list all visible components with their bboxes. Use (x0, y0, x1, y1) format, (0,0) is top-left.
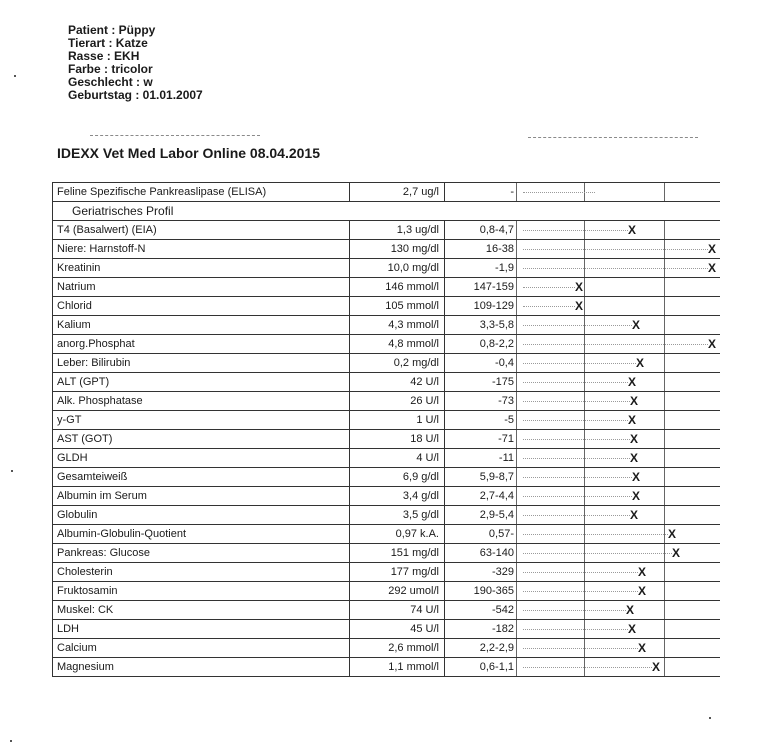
row-border (52, 506, 53, 524)
table-row (52, 506, 720, 525)
scan-trace (523, 306, 575, 307)
test-name: Albumin im Serum (57, 490, 147, 502)
row-border (52, 335, 53, 353)
column-divider (664, 506, 665, 524)
sex-line: Geschlecht : w (68, 75, 153, 89)
test-name: AST (GOT) (57, 433, 113, 445)
scan-divider (90, 135, 260, 136)
column-divider (444, 582, 445, 600)
result-marker: X (574, 280, 583, 294)
breed-line: Rasse : EKH (68, 49, 140, 63)
column-divider (516, 563, 517, 581)
reference-range: -175 (491, 376, 514, 388)
result-marker: X (637, 641, 646, 655)
table-row (52, 468, 720, 487)
column-divider (664, 316, 665, 334)
test-name: Alk. Phosphatase (57, 395, 143, 407)
column-divider (444, 278, 445, 296)
table-row (52, 373, 720, 392)
test-name: Muskel: CK (57, 604, 114, 616)
column-divider (516, 506, 517, 524)
result-marker: X (629, 451, 638, 465)
test-name: Magnesium (57, 661, 114, 673)
table-row (52, 297, 720, 316)
reference-range: 147-159 (473, 281, 514, 293)
row-border (52, 316, 53, 334)
row-border (52, 601, 53, 619)
row-border (52, 221, 53, 239)
scan-trace (523, 249, 708, 250)
column-divider (664, 658, 665, 676)
column-divider (516, 392, 517, 410)
test-value: 6,9 g/dl (402, 471, 439, 483)
column-divider (516, 183, 517, 201)
table-row (52, 601, 720, 620)
row-border (52, 582, 53, 600)
test-name: Leber: Bilirubin (57, 357, 131, 369)
table-row (52, 202, 720, 221)
table-row (52, 544, 720, 563)
result-marker: X (635, 356, 644, 370)
row-border (52, 297, 53, 315)
column-divider (516, 221, 517, 239)
row-border (52, 202, 53, 220)
result-marker: X (625, 603, 634, 617)
scan-speck (11, 470, 13, 472)
scan-trace (523, 648, 638, 649)
column-divider (444, 563, 445, 581)
column-divider (516, 487, 517, 505)
scan-speck (14, 75, 16, 77)
column-divider (516, 373, 517, 391)
column-divider (664, 487, 665, 505)
scan-trace (523, 344, 708, 345)
table-row (52, 278, 720, 297)
table-row (52, 240, 720, 259)
test-value: 151 mg/dl (390, 547, 439, 559)
table-row (52, 449, 720, 468)
test-value: 1,1 mmol/l (388, 661, 439, 673)
test-value: 42 U/l (410, 376, 439, 388)
test-value: 1,3 ug/dl (396, 224, 439, 236)
column-divider (444, 449, 445, 467)
test-value: 45 U/l (410, 623, 439, 635)
column-divider (516, 411, 517, 429)
column-divider (516, 468, 517, 486)
birthday-line: Geburtstag : 01.01.2007 (68, 88, 203, 102)
test-value: 26 U/l (410, 395, 439, 407)
table-row (52, 487, 720, 506)
test-value: 18 U/l (410, 433, 439, 445)
patient-line: Patient : Püppy (68, 23, 156, 37)
table-row (52, 430, 720, 449)
column-divider (664, 582, 665, 600)
test-name: Globulin (57, 509, 98, 521)
table-row (52, 316, 720, 335)
test-name: LDH (57, 623, 80, 635)
column-divider (516, 449, 517, 467)
column-divider (664, 620, 665, 638)
row-border (52, 183, 53, 201)
test-name: T4 (Basalwert) (EIA) (57, 224, 157, 236)
table-row (52, 335, 720, 354)
scan-trace (523, 325, 632, 326)
column-divider (444, 392, 445, 410)
scan-trace (523, 401, 630, 402)
column-divider (584, 278, 585, 296)
reference-range: 109-129 (473, 300, 514, 312)
result-marker: X (631, 470, 640, 484)
column-divider (516, 240, 517, 258)
row-border (52, 278, 53, 296)
result-marker: X (651, 660, 660, 674)
result-marker: X (631, 489, 640, 503)
species-line: Tierart : Katze (68, 36, 148, 50)
column-divider (664, 449, 665, 467)
column-divider (516, 620, 517, 638)
test-value: 0,2 mg/dl (393, 357, 439, 369)
row-border (52, 449, 53, 467)
scan-speck (10, 740, 12, 742)
column-divider (444, 468, 445, 486)
column-divider (444, 297, 445, 315)
reference-range: -1,9 (495, 262, 514, 274)
test-value: 4,3 mmol/l (388, 319, 439, 331)
reference-range: -542 (491, 604, 514, 616)
column-divider (516, 316, 517, 334)
column-divider (664, 639, 665, 657)
test-value: 4,8 mmol/l (388, 338, 439, 350)
column-divider (664, 297, 665, 315)
color-line: Farbe : tricolor (68, 62, 153, 76)
reference-range: 2,9-5,4 (479, 509, 514, 521)
scan-trace (523, 458, 630, 459)
column-divider (516, 335, 517, 353)
column-divider (516, 259, 517, 277)
result-marker: X (631, 318, 640, 332)
column-divider (584, 297, 585, 315)
lab-results-table (52, 182, 720, 677)
column-divider (444, 544, 445, 562)
result-marker: X (629, 394, 638, 408)
scan-trace (523, 534, 668, 535)
column-divider (444, 639, 445, 657)
scan-trace (523, 572, 638, 573)
column-divider (664, 278, 665, 296)
column-divider (516, 544, 517, 562)
reference-range: -5 (504, 414, 514, 426)
reference-range: 3,3-5,8 (479, 319, 514, 331)
scan-trace (523, 496, 632, 497)
reference-range: -329 (491, 566, 514, 578)
result-marker: X (637, 565, 646, 579)
scan-trace (523, 230, 628, 231)
row-border (52, 392, 53, 410)
column-divider (664, 354, 665, 372)
column-divider (664, 563, 665, 581)
scan-divider (528, 137, 698, 138)
table-row (52, 525, 720, 544)
column-divider (444, 658, 445, 676)
scan-trace (523, 610, 626, 611)
column-divider (444, 411, 445, 429)
scan-trace (523, 477, 632, 478)
column-divider (664, 430, 665, 448)
scan-trace (523, 515, 630, 516)
column-divider (664, 183, 665, 201)
test-value: 2,6 mmol/l (388, 642, 439, 654)
column-divider (664, 392, 665, 410)
column-divider (444, 183, 445, 201)
test-name: Chlorid (57, 300, 92, 312)
scan-trace (523, 420, 628, 421)
row-border (52, 259, 53, 277)
column-divider (444, 335, 445, 353)
column-divider (664, 468, 665, 486)
reference-range: 2,7-4,4 (479, 490, 514, 502)
patient-info (68, 24, 203, 102)
test-value: 10,0 mg/dl (387, 262, 439, 274)
result-marker: X (629, 508, 638, 522)
test-name: Kalium (57, 319, 91, 331)
test-value: 2,7 ug/l (402, 186, 439, 198)
reference-range: - (510, 186, 514, 198)
column-divider (444, 240, 445, 258)
test-name: Cholesterin (57, 566, 113, 578)
test-name: Gesamteiweiß (57, 471, 128, 483)
column-divider (516, 525, 517, 543)
reference-range: 16-38 (485, 243, 514, 255)
table-row (52, 221, 720, 240)
test-name: anorg.Phosphat (57, 338, 135, 350)
column-divider (444, 221, 445, 239)
test-name: Calcium (57, 642, 97, 654)
column-divider (444, 316, 445, 334)
scan-trace (523, 192, 595, 193)
reference-range: -73 (498, 395, 514, 407)
row-border (52, 544, 53, 562)
row-border (52, 240, 53, 258)
column-divider (516, 354, 517, 372)
column-divider (516, 639, 517, 657)
result-marker: X (627, 413, 636, 427)
table-row (52, 582, 720, 601)
column-divider (444, 620, 445, 638)
test-name: Pankreas: Glucose (57, 547, 150, 559)
column-divider (516, 658, 517, 676)
column-divider (516, 430, 517, 448)
reference-range: -71 (498, 433, 514, 445)
column-divider (664, 373, 665, 391)
test-value: 3,5 g/dl (402, 509, 439, 521)
scan-trace (523, 629, 628, 630)
reference-range: 0,57- (488, 528, 514, 540)
scan-trace (523, 553, 672, 554)
result-marker: X (671, 546, 680, 560)
table-row (52, 620, 720, 639)
column-divider (444, 354, 445, 372)
result-marker: X (667, 527, 676, 541)
reference-range: -11 (498, 452, 514, 464)
scan-trace (523, 382, 628, 383)
column-divider (444, 601, 445, 619)
result-marker: X (707, 242, 716, 256)
test-name: Kreatinin (57, 262, 101, 274)
result-marker: X (707, 337, 716, 351)
table-row (52, 354, 720, 373)
result-marker: X (637, 584, 646, 598)
result-marker: X (574, 299, 583, 313)
row-border (52, 525, 53, 543)
reference-range: -182 (491, 623, 514, 635)
reference-range: 190-365 (473, 585, 514, 597)
table-row (52, 392, 720, 411)
row-border (52, 354, 53, 372)
scan-speck (709, 717, 711, 719)
row-border (52, 639, 53, 657)
column-divider (444, 525, 445, 543)
column-divider (664, 221, 665, 239)
reference-range: 2,2-2,9 (479, 642, 514, 654)
result-marker: X (707, 261, 716, 275)
result-marker: X (627, 375, 636, 389)
test-name: Natrium (57, 281, 96, 293)
test-value: 74 U/l (410, 604, 439, 616)
test-value: 1 U/l (416, 414, 439, 426)
column-divider (664, 601, 665, 619)
scan-trace (523, 363, 636, 364)
table-row (52, 658, 720, 677)
scan-trace (523, 667, 652, 668)
column-divider (444, 259, 445, 277)
test-name: Feline Spezifische Pankreaslipase (ELISA) (57, 186, 267, 198)
row-border (52, 411, 53, 429)
scan-trace (523, 287, 575, 288)
column-divider (516, 601, 517, 619)
row-border (52, 487, 53, 505)
test-name: Fruktosamin (57, 585, 118, 597)
test-value: 130 mg/dl (390, 243, 439, 255)
table-row (52, 563, 720, 582)
test-name: Niere: Harnstoff-N (57, 243, 146, 255)
column-divider (444, 487, 445, 505)
reference-range: -0,4 (495, 357, 514, 369)
row-border (52, 430, 53, 448)
table-row (52, 411, 720, 430)
test-name: Albumin-Globulin-Quotient (57, 528, 187, 540)
table-row (52, 182, 720, 202)
row-border (52, 658, 53, 676)
row-border (52, 620, 53, 638)
column-divider (444, 430, 445, 448)
table-row (52, 259, 720, 278)
test-value: 105 mmol/l (385, 300, 439, 312)
column-divider (516, 297, 517, 315)
test-value: 177 mg/dl (390, 566, 439, 578)
reference-range: 0,8-4,7 (479, 224, 514, 236)
test-value: 292 umol/l (388, 585, 439, 597)
column-divider (516, 278, 517, 296)
result-marker: X (629, 432, 638, 446)
report-title: IDEXX Vet Med Labor Online 08.04.2015 (57, 145, 320, 161)
result-marker: X (627, 223, 636, 237)
column-divider (664, 411, 665, 429)
column-divider (444, 373, 445, 391)
scan-trace (523, 591, 638, 592)
test-value: 0,97 k.A. (395, 528, 439, 540)
reference-range: 63-140 (479, 547, 514, 559)
test-name: y-GT (57, 414, 82, 426)
scan-trace (523, 268, 708, 269)
row-border (52, 563, 53, 581)
reference-range: 5,9-8,7 (479, 471, 514, 483)
test-name: GLDH (57, 452, 88, 464)
test-value: 3,4 g/dl (402, 490, 439, 502)
scan-trace (523, 439, 630, 440)
row-border (52, 373, 53, 391)
column-divider (516, 582, 517, 600)
test-value: 146 mmol/l (385, 281, 439, 293)
reference-range: 0,8-2,2 (479, 338, 514, 350)
test-name: Geriatrisches Profil (72, 204, 174, 218)
column-divider (444, 506, 445, 524)
reference-range: 0,6-1,1 (479, 661, 514, 673)
test-value: 4 U/l (416, 452, 439, 464)
result-marker: X (627, 622, 636, 636)
row-border (52, 468, 53, 486)
test-name: ALT (GPT) (57, 376, 110, 388)
table-row (52, 639, 720, 658)
